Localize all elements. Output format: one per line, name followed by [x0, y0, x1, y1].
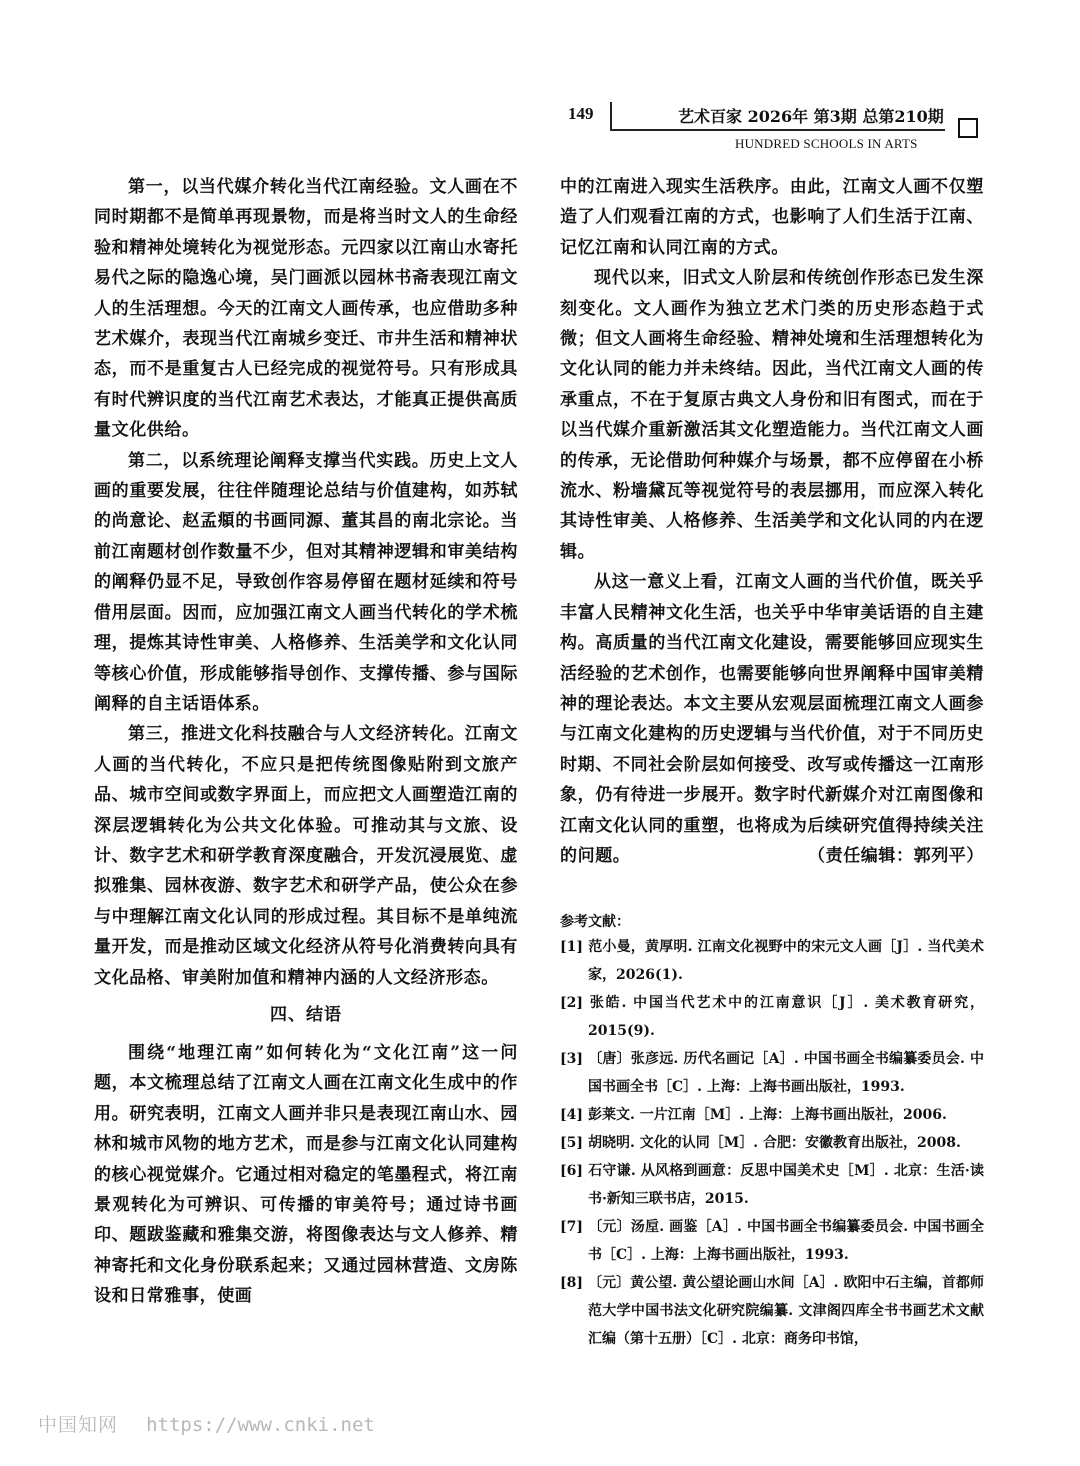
right-column [560, 172, 984, 1353]
page-number: 149 [568, 104, 594, 123]
body-paragraph: 第二，以系统理论阐释支撑当代实践。历史上文人画的重要发展，往往伴随理论总结与价值建构，如苏轼的尚意论、赵孟頫的书画同源、董其昌的南北宗论。当前江南题材创作数量不少，但对其精神逻辑和审美结构的阐释仍显不足，导致创作容易停留在题材延续和符号借用层面。因而，应加强江南文人画当代转化的学术梳理，提炼其诗性审美、人格修养、生活美学和文化认同等核心价值，形成能够指导创作、支撑传播、参与国际阐释的自主话语体系。 [94, 450, 518, 714]
body-paragraph: 现代以来，旧式文人阶层和传统创作形态已发生深刻变化。文人画作为独立艺术门类的历史形态趋于式微；但文人画将生命经验、精神处境和生活理想转化为文化认同的能力并未终结。因此，当代江南文人画的传承重点，不在于复原古典文人身份和旧有图式，而在于以当代媒介重新激活其文化塑造能力。当代江南文人画的传承，无论借助何种媒介与场景，都不应停留在小桥流水、粉墙黛瓦等视觉符号的表层挪用，而应深入转化其诗性审美、人格修养、生活美学和文化认同的内在逻辑。 [560, 268, 984, 562]
reference-item: [1] 范小曼，黄厚明. 江南文化视野中的宋元文人画［J］. 当代美术家，2026(1). [560, 939, 984, 984]
body-paragraph: 第三，推进文化科技融合与人文经济转化。江南文人画的当代转化，不应只是把传统图像贴附到文旅产品、城市空间或数字界面上，而应把文人画塑造江南的深层逻辑转化为公共文化体验。可推动其与文旅、设计、数字艺术和研学教育深度融合，开发沉浸展览、虚拟雅集、园林夜游、数字艺术和研学产品，使公众在参与中理解江南文化认同的形成过程。其目标不是单纯流量开发，而是推动区域文化经济从符号化消费转向具有文化品格、审美附加值和精神内涵的人文经济形态。 [94, 724, 518, 988]
reference-list [560, 933, 984, 1353]
watermark-text: 中国知网 [38, 1414, 119, 1436]
body-paragraph: 从这一意义上看，江南文人画的当代价值，既关乎丰富人民精神文化生活，也关乎中华审美话语的自主建构。高质量的当代江南文化建设，需要能够回应现实生活经验的艺术创作，也需要能够向世界阐释中国审美精神的理论表达。本文主要从宏观层面梳理江南文人画参与江南文化建构的历史逻辑与当代价值，对于不同历史时期、不同社会阶层如何接受、改写或传播这一江南形象，仍有待进一步展开。数字时代新媒介对江南图像和江南文化认同的重塑，也将成为后续研究值得持续关注的问题。 [560, 572, 984, 866]
reference-item: [8] 〔元〕黄公望. 黄公望论画山水间［A］. 欧阳中石主编，首都师范大学中国书法文化研究院编纂. 文津阁四库全书书画艺术文献汇编（第十五册）［C］. 北京：商务印书馆， [560, 1275, 984, 1348]
header-rule-horizontal [610, 129, 945, 131]
header-rule-vertical [610, 102, 612, 130]
reference-item: [7] 〔元〕汤垕. 画鉴［A］. 中国书画全书编纂委员会. 中国书画全书［C］. 上海：上海书画出版社，1993. [560, 1219, 984, 1264]
body-paragraph: 中的江南进入现实生活秩序。由此，江南文人画不仅塑造了人们观看江南的方式，也影响了人们生活于江南、记忆江南和认同江南的方式。 [560, 177, 984, 258]
page-header [560, 100, 980, 160]
body-paragraph: 围绕“地理江南”如何转化为“文化江南”这一问题，本文梳理总结了江南文人画在江南文化生成中的作用。研究表明，江南文人画并非只是表现江南山水、园林和城市风物的地方艺术，而是参与江南文化认同建构的核心视觉媒介。它通过相对稳定的笔墨程式，将江南景观转化为可辨识、可传播的审美符号；通过诗书画印、题跋鉴藏和雅集交游，将图像表达与文人修养、精神寄托和文化身份联系起来；又通过园林营造、文房陈设和日常雅事，使画 [94, 1042, 518, 1307]
cnki-watermark [38, 1410, 375, 1437]
journal-title: 艺术百家 2026年 第3期 总第210期 [678, 107, 944, 126]
responsible-editor: （责任编辑：郭列平） [808, 845, 984, 866]
body-paragraph: 第一，以当代媒介转化当代江南经验。文人画在不同时期都不是简单再现景物，而是将当时文人的生命经验和精神处境转化为视觉形态。元四家以江南山水寄托易代之际的隐逸心境，吴门画派以园林书斋表现江南文人的生活理想。今天的江南文人画传承，也应借助多种艺术媒介，表现当代江南城乡变迁、市井生活和精神状态，而不是重复古人已经完成的视觉符号。只有形成具有时代辨识度的当代江南艺术表达，才能真正提供高质量文化供给。 [94, 177, 518, 441]
section-heading: 四、结语 [270, 1004, 342, 1025]
left-column [94, 172, 518, 1312]
journal-title-en: HUNDRED SCHOOLS IN ARTS [735, 136, 918, 151]
reference-item: [2] 张皓. 中国当代艺术中的江南意识［J］. 美术教育研究，2015(9). [560, 995, 984, 1040]
reference-item: [3] 〔唐〕张彦远. 历代名画记［A］. 中国书画全书编纂委员会. 中国书画全书［C］. 上海：上海书画出版社，1993. [560, 1051, 984, 1096]
reference-item: [4] 彭莱文. 一片江南［M］. 上海：上海书画出版社，2006. [560, 1107, 947, 1124]
reference-item: [5] 胡晓明. 文化的认同［M］. 合肥：安徽教育出版社，2008. [560, 1135, 961, 1152]
watermark-url[interactable]: https://www.cnki.net [146, 1414, 375, 1436]
corner-square-icon [958, 118, 978, 138]
reference-item: [6] 石守谦. 从风格到画意：反思中国美术史［M］. 北京：生活·读书·新知三联书店，2015. [560, 1163, 984, 1208]
references-heading: 参考文献： [560, 914, 630, 931]
